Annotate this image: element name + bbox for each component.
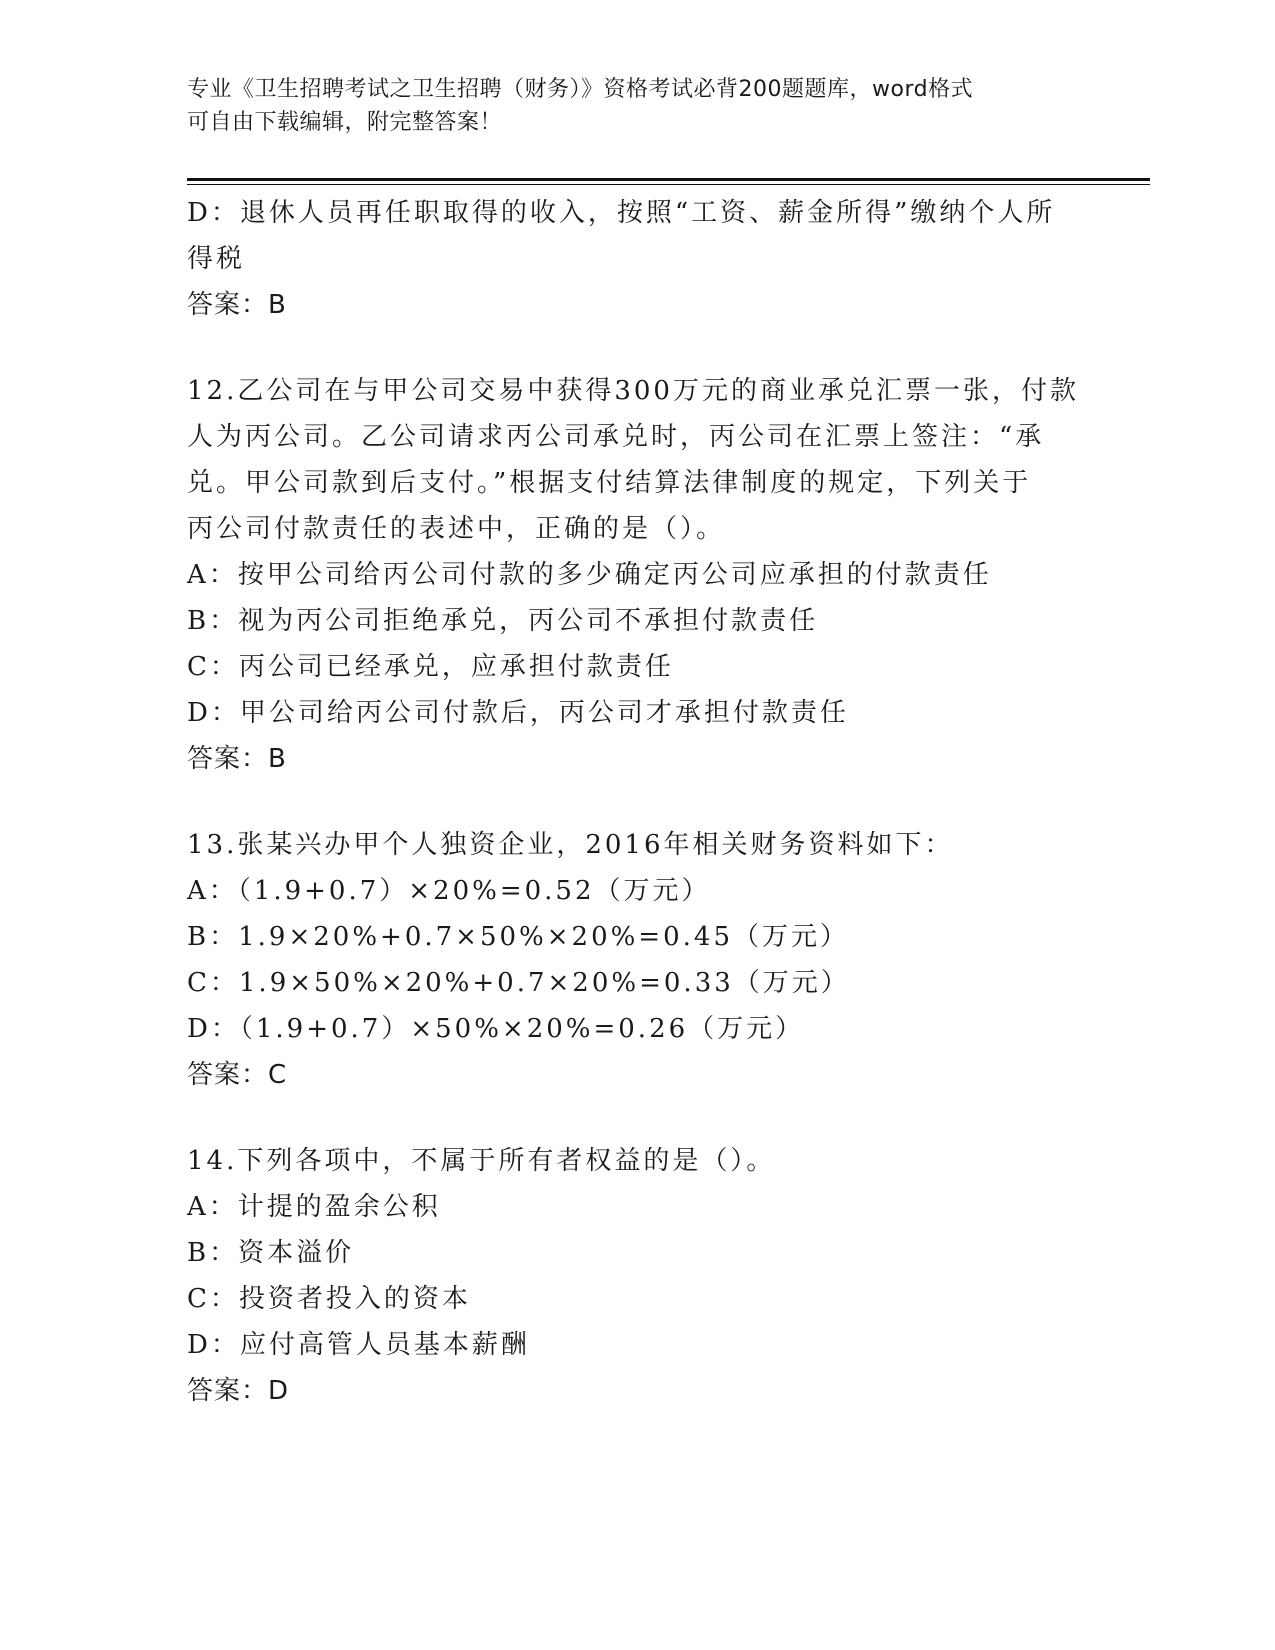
- option-d: D：应付高管人员基本薪酬: [187, 1330, 530, 1360]
- previous-question-tail: [187, 190, 1087, 328]
- question-stem-line: 13.张某兴办甲个人独资企业，2016年相关财务资料如下：: [187, 830, 954, 860]
- option-a: A：（1.9+0.7）×20%=0.52（万元）: [187, 876, 711, 906]
- question-stem-line: 12.乙公司在与甲公司交易中获得300万元的商业承兑汇票一张，付款: [187, 376, 1079, 406]
- question-12: [187, 368, 1087, 782]
- question-13: [187, 822, 1087, 1098]
- header-divider-thick: [187, 178, 1150, 181]
- question-stem-line: 兑。甲公司款到后支付。”根据支付结算法律制度的规定，下列关于: [187, 468, 1032, 498]
- option-c: C：丙公司已经承兑，应承担付款责任: [187, 652, 674, 682]
- option-a: A：按甲公司给丙公司付款的多少确定丙公司应承担的付款责任: [187, 560, 992, 590]
- option-d: D：甲公司给丙公司付款后，丙公司才承担付款责任: [187, 698, 849, 728]
- header-divider-thin: [187, 184, 1150, 185]
- answer-line: 答案：B: [187, 290, 287, 320]
- question-stem-line: 丙公司付款责任的表述中，正确的是（）。: [187, 514, 726, 544]
- option-d-line-2: 得税: [187, 244, 246, 274]
- option-c: C：投资者投入的资本: [187, 1284, 471, 1314]
- answer-line: 答案：D: [187, 1376, 290, 1406]
- question-content: [187, 190, 1087, 1414]
- document-header: [187, 73, 1087, 139]
- answer-line: 答案：B: [187, 744, 287, 774]
- answer-line: 答案：C: [187, 1060, 288, 1090]
- option-d-line-1: D：退休人员再任职取得的收入，按照“工资、薪金所得”缴纳个人所: [187, 198, 1056, 228]
- option-b: B：资本溢价: [187, 1238, 355, 1268]
- question-stem-line: 人为丙公司。乙公司请求丙公司承兑时，丙公司在汇票上签注：“承: [187, 422, 1045, 452]
- question-stem-line: 14.下列各项中，不属于所有者权益的是（）。: [187, 1146, 776, 1176]
- option-a: A：计提的盈余公积: [187, 1192, 441, 1222]
- header-title-line-1: 专业《卫生招聘考试之卫生招聘（财务）》资格考试必背200题题库，word格式: [187, 77, 974, 102]
- header-title-line-2: 可自由下载编辑，附完整答案！: [187, 110, 503, 135]
- option-c: C：1.9×50%×20%+0.7×20%=0.33（万元）: [187, 968, 850, 998]
- option-b: B：1.9×20%+0.7×50%×20%=0.45（万元）: [187, 922, 849, 952]
- option-b: B：视为丙公司拒绝承兑，丙公司不承担付款责任: [187, 606, 819, 636]
- option-d: D：（1.9+0.7）×50%×20%=0.26（万元）: [187, 1014, 805, 1044]
- question-14: [187, 1138, 1087, 1414]
